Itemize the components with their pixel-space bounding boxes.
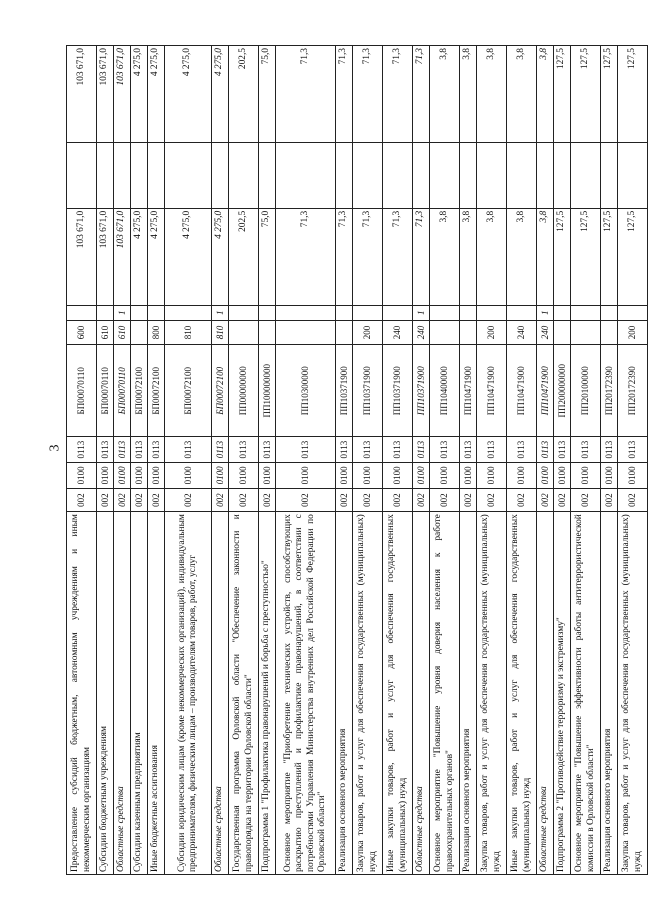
section-code-cell: 0100 <box>477 462 507 488</box>
section-code-cell: 0100 <box>97 462 114 488</box>
budget-table-container <box>66 45 643 875</box>
funding-source-cell <box>276 305 336 320</box>
amount-change-cell <box>259 142 276 208</box>
section-code-cell: 0100 <box>336 462 353 488</box>
row-name-cell: Иные бюджетные ассигнования <box>148 512 165 875</box>
expense-type-cell: 800 <box>148 320 165 344</box>
amount-total-cell: 71,3 <box>336 208 353 305</box>
amount-change-cell <box>97 142 114 208</box>
table-row <box>413 46 430 875</box>
row-name-cell: Реализация основного мероприятия <box>336 512 353 875</box>
subsection-code-cell: 0113 <box>477 437 507 462</box>
amount-final-cell: 3,8 <box>537 46 554 143</box>
amount-final-cell: 3,8 <box>507 46 537 143</box>
table-row <box>97 46 114 875</box>
expense-type-cell: 810 <box>212 320 229 344</box>
target-article-cell: ПП10371900 <box>383 345 413 437</box>
budget-table <box>66 45 648 875</box>
table-row <box>554 46 571 875</box>
row-name-cell: Реализация основного мероприятия <box>460 512 477 875</box>
amount-change-cell <box>571 142 601 208</box>
amount-total-cell: 3,8 <box>507 208 537 305</box>
target-article-cell: ПП10471900 <box>477 345 507 437</box>
admin-code-cell: 002 <box>554 489 571 512</box>
funding-source-cell <box>430 305 460 320</box>
expense-type-cell <box>259 320 276 344</box>
funding-source-cell <box>601 305 618 320</box>
funding-source-cell <box>259 305 276 320</box>
section-code-cell: 0100 <box>413 462 430 488</box>
target-article-cell: БП00072100 <box>212 345 229 437</box>
amount-final-cell: 4 275,0 <box>212 46 229 143</box>
target-article-cell: ПП10471900 <box>507 345 537 437</box>
table-row <box>571 46 601 875</box>
funding-source-cell: 1 <box>413 305 430 320</box>
target-article-cell: БП00070110 <box>97 345 114 437</box>
section-code-cell: 0100 <box>131 462 148 488</box>
amount-total-cell: 4 275,0 <box>148 208 165 305</box>
target-article-cell: ПП10300000 <box>276 345 336 437</box>
admin-code-cell: 002 <box>131 489 148 512</box>
subsection-code-cell: 0113 <box>148 437 165 462</box>
funding-source-cell <box>67 305 97 320</box>
amount-final-cell: 127,5 <box>601 46 618 143</box>
table-row <box>383 46 413 875</box>
target-article-cell: БП00070110 <box>67 345 97 437</box>
table-row <box>430 46 460 875</box>
subsection-code-cell: 0113 <box>353 437 383 462</box>
amount-final-cell: 71,3 <box>383 46 413 143</box>
target-article-cell: ПП200000000 <box>554 345 571 437</box>
amount-total-cell: 4 275,0 <box>212 208 229 305</box>
row-name-cell: Областные средства <box>413 512 430 875</box>
target-article-cell: БП00072100 <box>148 345 165 437</box>
row-name-cell: Областные средства <box>212 512 229 875</box>
subsection-code-cell: 0113 <box>114 437 131 462</box>
admin-code-cell: 002 <box>276 489 336 512</box>
amount-total-cell: 3,8 <box>477 208 507 305</box>
section-code-cell: 0100 <box>353 462 383 488</box>
row-name-cell: Основное мероприятие "Приобретение технических устройств, способствующих раскрытию преступлений и профилактике правонарушений, в соответствии с потребностями Управления Министерства внутренних дел Российской Федерации по Орловской области" <box>276 512 336 875</box>
amount-change-cell <box>507 142 537 208</box>
row-name-cell: Закупка товаров, работ и услуг для обеспечения государственных (муниципальных) нужд <box>353 512 383 875</box>
expense-type-cell: 240 <box>507 320 537 344</box>
section-code-cell: 0100 <box>276 462 336 488</box>
row-name-cell: Областные средства <box>114 512 131 875</box>
section-code-cell: 0100 <box>67 462 97 488</box>
row-name-cell: Подпрограмма 2 "Противодействие терроризму и экстремизму" <box>554 512 571 875</box>
amount-change-cell <box>114 142 131 208</box>
table-row <box>537 46 554 875</box>
target-article-cell: ПП20172390 <box>618 345 648 437</box>
funding-source-cell <box>165 305 212 320</box>
admin-code-cell: 002 <box>477 489 507 512</box>
amount-change-cell <box>276 142 336 208</box>
subsection-code-cell: 0113 <box>537 437 554 462</box>
amount-change-cell <box>165 142 212 208</box>
target-article-cell: ПП10400000 <box>430 345 460 437</box>
expense-type-cell: 610 <box>114 320 131 344</box>
amount-change-cell <box>353 142 383 208</box>
amount-total-cell: 71,3 <box>353 208 383 305</box>
table-row <box>114 46 131 875</box>
amount-final-cell: 127,5 <box>554 46 571 143</box>
section-code-cell: 0100 <box>148 462 165 488</box>
expense-type-cell: 600 <box>67 320 97 344</box>
amount-final-cell: 3,8 <box>460 46 477 143</box>
row-name-cell: Субсидии казенным предприятиям <box>131 512 148 875</box>
admin-code-cell: 002 <box>413 489 430 512</box>
funding-source-cell <box>618 305 648 320</box>
amount-total-cell: 3,8 <box>460 208 477 305</box>
amount-change-cell <box>413 142 430 208</box>
section-code-cell: 0100 <box>571 462 601 488</box>
subsection-code-cell: 0113 <box>276 437 336 462</box>
amount-change-cell <box>537 142 554 208</box>
section-code-cell: 0100 <box>229 462 259 488</box>
subsection-code-cell: 0113 <box>383 437 413 462</box>
table-row <box>336 46 353 875</box>
amount-total-cell: 127,5 <box>601 208 618 305</box>
expense-type-cell: 200 <box>477 320 507 344</box>
section-code-cell: 0100 <box>259 462 276 488</box>
admin-code-cell: 002 <box>259 489 276 512</box>
funding-source-cell <box>97 305 114 320</box>
funding-source-cell <box>460 305 477 320</box>
admin-code-cell: 002 <box>165 489 212 512</box>
table-row <box>276 46 336 875</box>
section-code-cell: 0100 <box>618 462 648 488</box>
expense-type-cell <box>229 320 259 344</box>
admin-code-cell: 002 <box>97 489 114 512</box>
admin-code-cell: 002 <box>618 489 648 512</box>
amount-final-cell: 4 275,0 <box>165 46 212 143</box>
admin-code-cell: 002 <box>537 489 554 512</box>
amount-final-cell: 4 275,0 <box>148 46 165 143</box>
expense-type-cell <box>430 320 460 344</box>
amount-final-cell: 75,0 <box>259 46 276 143</box>
target-article-cell: ПП10471900 <box>537 345 554 437</box>
row-name-cell: Государственная программа Орловской области "Обеспечение законности и правопорядка на территории Орловской области" <box>229 512 259 875</box>
expense-type-cell: 240 <box>537 320 554 344</box>
row-name-cell: Закупка товаров, работ и услуг для обеспечения государственных (муниципальных) нужд <box>618 512 648 875</box>
amount-change-cell <box>430 142 460 208</box>
amount-total-cell: 75,0 <box>259 208 276 305</box>
admin-code-cell: 002 <box>460 489 477 512</box>
row-name-cell: Иные закупки товаров, работ и услуг для обеспечения государственных (муниципальных) нужд <box>383 512 413 875</box>
expense-type-cell <box>460 320 477 344</box>
amount-final-cell: 103 671,0 <box>67 46 97 143</box>
amount-final-cell: 127,5 <box>571 46 601 143</box>
target-article-cell: ПП10371900 <box>336 345 353 437</box>
amount-change-cell <box>618 142 648 208</box>
table-row <box>507 46 537 875</box>
table-row <box>259 46 276 875</box>
amount-final-cell: 103 671,0 <box>97 46 114 143</box>
expense-type-cell: 810 <box>165 320 212 344</box>
admin-code-cell: 002 <box>229 489 259 512</box>
subsection-code-cell: 0113 <box>131 437 148 462</box>
expense-type-cell: 240 <box>383 320 413 344</box>
table-row <box>460 46 477 875</box>
amount-total-cell: 202,5 <box>229 208 259 305</box>
amount-total-cell: 127,5 <box>571 208 601 305</box>
amount-total-cell: 71,3 <box>413 208 430 305</box>
target-article-cell: ПП10371900 <box>413 345 430 437</box>
funding-source-cell <box>148 305 165 320</box>
expense-type-cell <box>276 320 336 344</box>
amount-total-cell: 4 275,0 <box>165 208 212 305</box>
table-row <box>131 46 148 875</box>
admin-code-cell: 002 <box>507 489 537 512</box>
amount-final-cell: 3,8 <box>430 46 460 143</box>
table-row <box>477 46 507 875</box>
admin-code-cell: 002 <box>67 489 97 512</box>
expense-type-cell <box>554 320 571 344</box>
subsection-code-cell: 0113 <box>336 437 353 462</box>
row-name-cell: Предоставление субсидий бюджетным, автономным учреждениям и иным некоммерческим организациям <box>67 512 97 875</box>
section-code-cell: 0100 <box>430 462 460 488</box>
subsection-code-cell: 0113 <box>554 437 571 462</box>
subsection-code-cell: 0113 <box>229 437 259 462</box>
page-number: 3 <box>47 444 63 452</box>
subsection-code-cell: 0113 <box>67 437 97 462</box>
section-code-cell: 0100 <box>212 462 229 488</box>
section-code-cell: 0100 <box>114 462 131 488</box>
funding-source-cell: 1 <box>114 305 131 320</box>
target-article-cell: ПП00000000 <box>229 345 259 437</box>
amount-total-cell: 127,5 <box>618 208 648 305</box>
amount-total-cell: 4 275,0 <box>131 208 148 305</box>
amount-total-cell: 71,3 <box>383 208 413 305</box>
expense-type-cell <box>571 320 601 344</box>
amount-change-cell <box>554 142 571 208</box>
target-article-cell: ПП100000000 <box>259 345 276 437</box>
row-name-cell: Основное мероприятие "Повышение уровня доверия населения к работе правоохранительных органов" <box>430 512 460 875</box>
amount-final-cell: 103 671,0 <box>114 46 131 143</box>
admin-code-cell: 002 <box>212 489 229 512</box>
amount-total-cell: 71,3 <box>276 208 336 305</box>
expense-type-cell: 200 <box>618 320 648 344</box>
amount-final-cell: 202,5 <box>229 46 259 143</box>
admin-code-cell: 002 <box>353 489 383 512</box>
section-code-cell: 0100 <box>601 462 618 488</box>
amount-final-cell: 4 275,0 <box>131 46 148 143</box>
funding-source-cell <box>353 305 383 320</box>
funding-source-cell <box>229 305 259 320</box>
amount-change-cell <box>67 142 97 208</box>
table-row <box>229 46 259 875</box>
row-name-cell: Реализация основного мероприятия <box>601 512 618 875</box>
row-name-cell: Иные закупки товаров, работ и услуг для обеспечения государственных (муниципальных) нужд <box>507 512 537 875</box>
target-article-cell: БП00072100 <box>165 345 212 437</box>
amount-change-cell <box>212 142 229 208</box>
admin-code-cell: 002 <box>383 489 413 512</box>
subsection-code-cell: 0113 <box>413 437 430 462</box>
target-article-cell: БП00070110 <box>114 345 131 437</box>
amount-total-cell: 3,8 <box>430 208 460 305</box>
amount-change-cell <box>131 142 148 208</box>
amount-total-cell: 127,5 <box>554 208 571 305</box>
subsection-code-cell: 0113 <box>601 437 618 462</box>
amount-final-cell: 71,3 <box>276 46 336 143</box>
target-article-cell: ПП10371900 <box>353 345 383 437</box>
subsection-code-cell: 0113 <box>507 437 537 462</box>
table-row <box>618 46 648 875</box>
expense-type-cell <box>336 320 353 344</box>
funding-source-cell <box>336 305 353 320</box>
funding-source-cell <box>131 305 148 320</box>
amount-change-cell <box>383 142 413 208</box>
amount-final-cell: 127,5 <box>618 46 648 143</box>
row-name-cell: Областные средства <box>537 512 554 875</box>
expense-type-cell: 240 <box>413 320 430 344</box>
funding-source-cell <box>383 305 413 320</box>
table-row <box>601 46 618 875</box>
admin-code-cell: 002 <box>336 489 353 512</box>
subsection-code-cell: 0113 <box>460 437 477 462</box>
amount-change-cell <box>601 142 618 208</box>
table-row <box>165 46 212 875</box>
admin-code-cell: 002 <box>601 489 618 512</box>
admin-code-cell: 002 <box>571 489 601 512</box>
amount-change-cell <box>336 142 353 208</box>
amount-change-cell <box>148 142 165 208</box>
target-article-cell: ПП20100000 <box>571 345 601 437</box>
funding-source-cell <box>571 305 601 320</box>
section-code-cell: 0100 <box>383 462 413 488</box>
amount-final-cell: 71,3 <box>353 46 383 143</box>
amount-change-cell <box>229 142 259 208</box>
target-article-cell: ПП10471900 <box>460 345 477 437</box>
table-row <box>353 46 383 875</box>
row-name-cell: Закупка товаров, работ и услуг для обеспечения государственных (муниципальных) нужд <box>477 512 507 875</box>
funding-source-cell <box>507 305 537 320</box>
subsection-code-cell: 0113 <box>259 437 276 462</box>
subsection-code-cell: 0113 <box>571 437 601 462</box>
table-row <box>67 46 97 875</box>
row-name-cell: Подпрограмма 1 "Профилактика правонарушений и борьба с преступностью" <box>259 512 276 875</box>
amount-change-cell <box>477 142 507 208</box>
subsection-code-cell: 0113 <box>212 437 229 462</box>
expense-type-cell: 200 <box>353 320 383 344</box>
section-code-cell: 0100 <box>537 462 554 488</box>
subsection-code-cell: 0113 <box>430 437 460 462</box>
amount-total-cell: 103 671,0 <box>97 208 114 305</box>
funding-source-cell <box>554 305 571 320</box>
table-row <box>212 46 229 875</box>
admin-code-cell: 002 <box>114 489 131 512</box>
funding-source-cell: 1 <box>537 305 554 320</box>
row-name-cell: Основное мероприятие "Повышение эффективности работы антитеррористической комиссии в Орловской области" <box>571 512 601 875</box>
amount-final-cell: 3,8 <box>477 46 507 143</box>
amount-total-cell: 3,8 <box>537 208 554 305</box>
budget-table-body <box>67 46 648 875</box>
section-code-cell: 0100 <box>507 462 537 488</box>
admin-code-cell: 002 <box>430 489 460 512</box>
section-code-cell: 0100 <box>554 462 571 488</box>
amount-final-cell: 71,3 <box>413 46 430 143</box>
funding-source-cell: 1 <box>212 305 229 320</box>
expense-type-cell <box>601 320 618 344</box>
funding-source-cell <box>477 305 507 320</box>
expense-type-cell: 610 <box>97 320 114 344</box>
subsection-code-cell: 0113 <box>97 437 114 462</box>
expense-type-cell <box>131 320 148 344</box>
section-code-cell: 0100 <box>460 462 477 488</box>
subsection-code-cell: 0113 <box>618 437 648 462</box>
amount-change-cell <box>460 142 477 208</box>
target-article-cell: БП00072100 <box>131 345 148 437</box>
amount-total-cell: 103 671,0 <box>114 208 131 305</box>
table-row <box>148 46 165 875</box>
section-code-cell: 0100 <box>165 462 212 488</box>
admin-code-cell: 002 <box>148 489 165 512</box>
amount-final-cell: 71,3 <box>336 46 353 143</box>
row-name-cell: Субсидии юридическим лицам (кроме некоммерческих организаций), индивидуальным предпринимателям, физическим лицам – производителям товаров, работ, услуг <box>165 512 212 875</box>
subsection-code-cell: 0113 <box>165 437 212 462</box>
row-name-cell: Субсидии бюджетным учреждениям <box>97 512 114 875</box>
target-article-cell: ПП20172390 <box>601 345 618 437</box>
amount-total-cell: 103 671,0 <box>67 208 97 305</box>
